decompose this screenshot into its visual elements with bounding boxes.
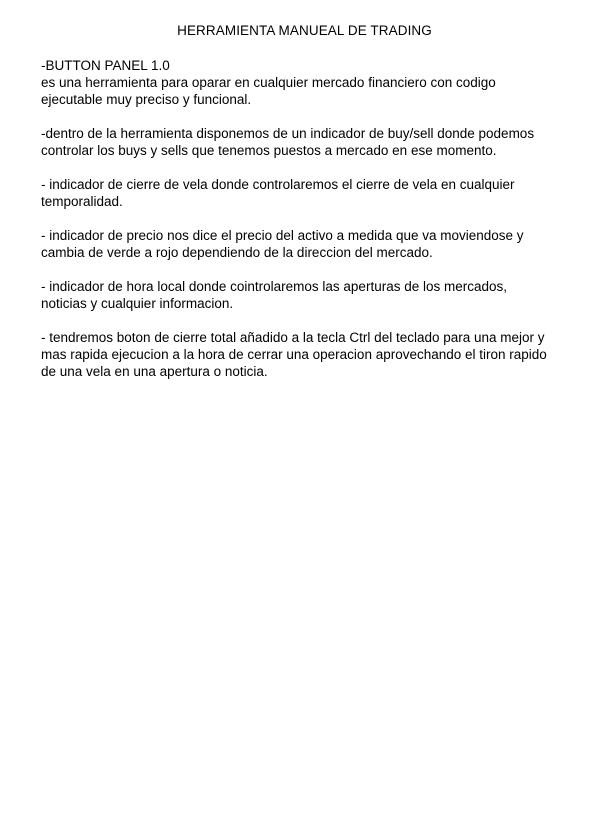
document-title: HERRAMIENTA MANUEAL DE TRADING <box>177 23 432 38</box>
paragraph-candle-close-indicator: - indicador de cierre de vela donde controlaremos el cierre de vela en cualquier temporalidad. <box>41 177 515 209</box>
paragraph-close-all-button: - tendremos boton de cierre total añadido a la tecla Ctrl del teclado para una mejor y mas rapida ejecucion a la hora de cerrar una operacion aprovechando el tiron rapido de una vela en una apertura o noticia. <box>41 330 547 379</box>
product-heading: -BUTTON PANEL 1.0 <box>41 58 170 73</box>
document-body <box>41 57 576 397</box>
paragraph-intro: es una herramienta para oparar en cualquier mercado financiero con codigo ejecutable muy preciso y funcional. <box>41 75 496 107</box>
paragraph-local-time-indicator: - indicador de hora local donde cointrolaremos las aperturas de los mercados, noticias y cualquier informacion. <box>41 279 508 311</box>
paragraph-buy-sell-indicator: -dentro de la herramienta disponemos de un indicador de buy/sell donde podemos controlar los buys y sells que tenemos puestos a mercado en ese momento. <box>41 126 535 158</box>
paragraph-price-indicator: - indicador de precio nos dice el precio del activo a medida que va moviendose y cambia de verde a rojo dependiendo de la direccion del mercado. <box>41 228 524 260</box>
